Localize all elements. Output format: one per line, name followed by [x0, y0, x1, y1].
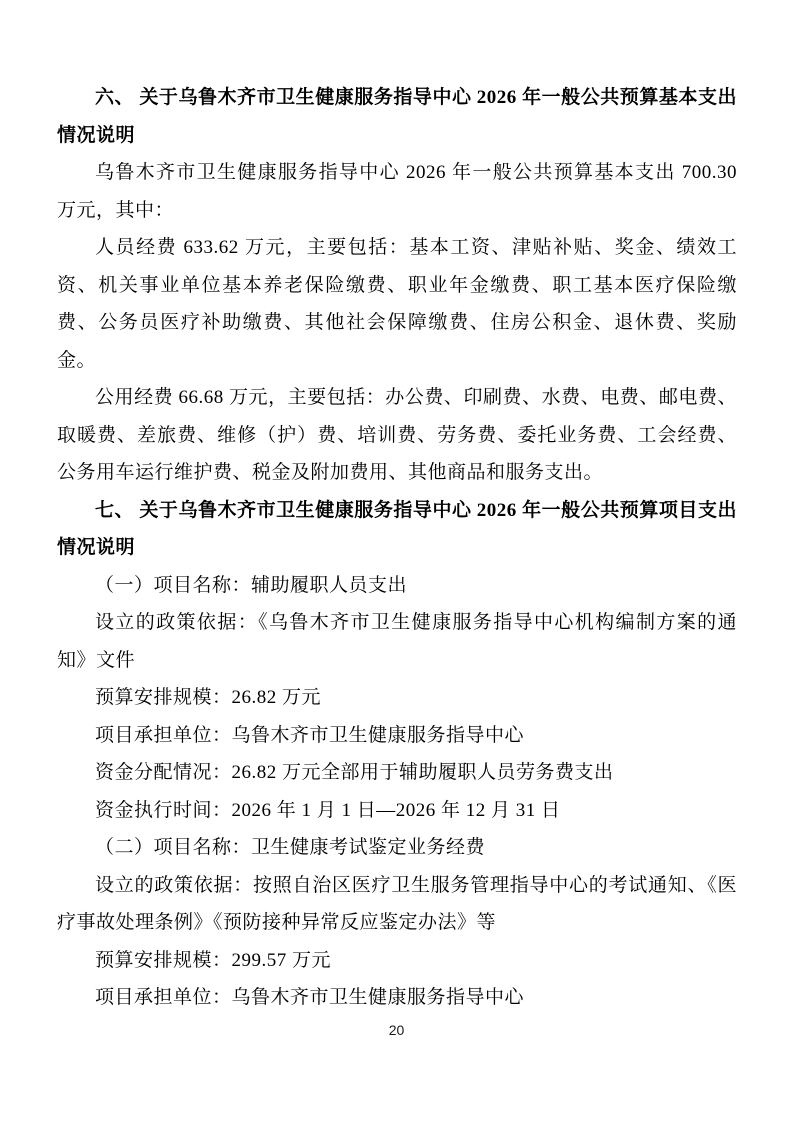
paragraph: 设立的政策依据：《乌鲁木齐市卫生健康服务指导中心机构编制方案的通知》文件: [57, 612, 737, 671]
section-heading: 七、 关于乌鲁木齐市卫生健康服务指导中心 2026 年一般公共预算项目支出情况说明: [57, 499, 737, 558]
section-heading: 六、 关于乌鲁木齐市卫生健康服务指导中心 2026 年一般公共预算基本支出情况说明: [57, 87, 737, 146]
page-footer: [0, 1022, 793, 1038]
paragraph: （二）项目名称：卫生健康考试鉴定业务经费: [95, 837, 486, 858]
paragraph: 资金执行时间：2026 年 1 月 1 日—2026 年 12 月 31 日: [95, 799, 561, 821]
document-body: [57, 79, 737, 1017]
paragraph: 设立的政策依据：按照自治区医疗卫生服务管理指导中心的考试通知、《医疗事故处理条例》《预防接种异常反应鉴定办法》等: [57, 874, 737, 933]
paragraph: 项目承担单位：乌鲁木齐市卫生健康服务指导中心: [95, 724, 525, 746]
paragraph: 乌鲁木齐市卫生健康服务指导中心 2026 年一般公共预算基本支出 700.30 万元，其中：: [57, 162, 737, 221]
paragraph: 预算安排规模：299.57 万元: [95, 949, 332, 971]
paragraph: 资金分配情况：26.82 万元全部用于辅助履职人员劳务费支出: [95, 762, 614, 783]
paragraph: （一）项目名称：辅助履职人员支出: [95, 574, 408, 596]
paragraph: 预算安排规模：26.82 万元: [95, 687, 322, 708]
paragraph: 人员经费 633.62 万元，主要包括：基本工资、津贴补贴、奖金、绩效工资、机关事业单位基本养老保险缴费、职业年金缴费、职工基本医疗保险缴费、公务员医疗补助缴费、其他社会保障缴费、住房公积金、退休费、奖励金。: [57, 237, 737, 371]
page-number: 20: [388, 1022, 405, 1038]
paragraph: 项目承担单位：乌鲁木齐市卫生健康服务指导中心: [95, 987, 525, 1008]
paragraph: 公用经费 66.68 万元，主要包括：办公费、印刷费、水费、电费、邮电费、取暖费、差旅费、维修（护）费、培训费、劳务费、委托业务费、工会经费、公务用车运行维护费、税金及附加费用、其他商品和服务支出。: [57, 387, 737, 483]
